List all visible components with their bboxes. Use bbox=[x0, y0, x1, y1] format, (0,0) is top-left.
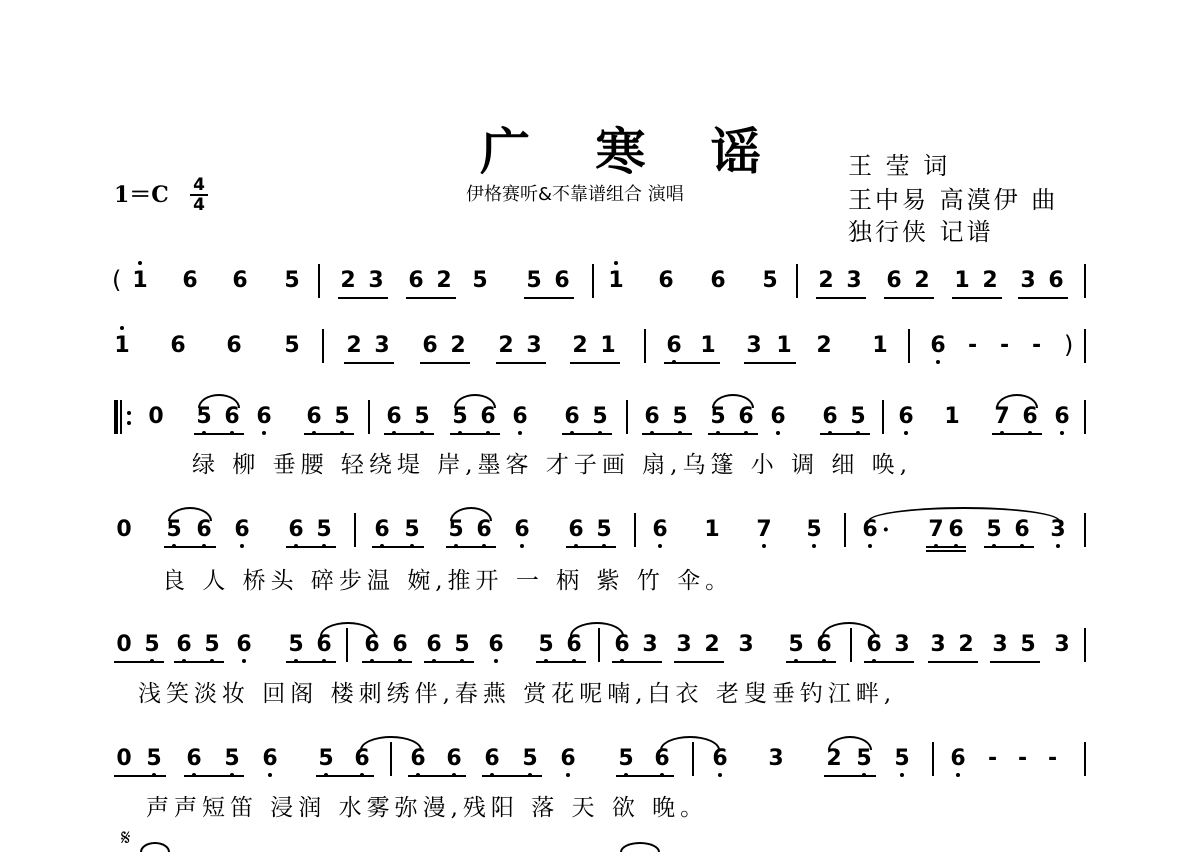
underline bbox=[952, 297, 1002, 299]
underline bbox=[928, 661, 978, 663]
note: 3 bbox=[1046, 517, 1070, 543]
slur bbox=[660, 736, 720, 750]
note: 6 bbox=[766, 404, 790, 430]
note: 6 bbox=[886, 268, 902, 293]
slur bbox=[570, 622, 624, 636]
note: 0 bbox=[116, 517, 132, 542]
note: 6 bbox=[708, 746, 732, 772]
note: 5 bbox=[982, 517, 1006, 543]
note: 2 bbox=[498, 333, 514, 358]
note: 5 bbox=[784, 632, 808, 658]
note: 2 bbox=[346, 333, 362, 358]
underline bbox=[674, 661, 724, 663]
note: 5 bbox=[314, 746, 338, 772]
note: 5 bbox=[526, 268, 542, 293]
note: 5 bbox=[312, 517, 336, 543]
note: 2 bbox=[816, 333, 832, 358]
slur bbox=[822, 622, 876, 636]
note: 5 bbox=[846, 404, 870, 430]
note: 0 bbox=[148, 404, 164, 429]
underline bbox=[566, 546, 616, 548]
extension-dash: - bbox=[1018, 746, 1028, 771]
note: 6 bbox=[858, 517, 882, 543]
note: 6 bbox=[350, 746, 374, 772]
extension-dash: - bbox=[1048, 746, 1058, 771]
augmentation-dot: · bbox=[882, 517, 890, 543]
note: 6 bbox=[388, 632, 412, 658]
note: 1 bbox=[128, 268, 152, 294]
barline bbox=[318, 264, 320, 298]
segno-sign: 𝄋 bbox=[121, 826, 131, 851]
slur-partial bbox=[620, 842, 660, 852]
barline bbox=[368, 400, 370, 434]
note: 6 bbox=[232, 268, 248, 293]
composer-credit: 王中易 高漠伊 曲 bbox=[848, 186, 1059, 214]
note: 6 bbox=[220, 404, 244, 430]
underline bbox=[642, 433, 692, 435]
underline bbox=[372, 546, 424, 548]
extension-dash: - bbox=[988, 746, 998, 771]
underline bbox=[990, 661, 1040, 663]
note: 5 bbox=[472, 268, 488, 293]
note: 5 bbox=[284, 333, 300, 358]
lyricist-credit: 王 莹 词 bbox=[848, 152, 951, 180]
barline bbox=[908, 329, 910, 363]
note: 6 bbox=[476, 404, 500, 430]
note: 3 bbox=[846, 268, 862, 293]
slur bbox=[868, 507, 1060, 521]
note: 5 bbox=[890, 746, 914, 772]
note: 2 bbox=[958, 632, 974, 657]
song-title: 广 寒 谣 bbox=[480, 122, 785, 181]
note: 6 bbox=[1010, 517, 1034, 543]
slur bbox=[360, 736, 422, 750]
note: 6 bbox=[946, 746, 970, 772]
note: 6 bbox=[382, 404, 406, 430]
underline bbox=[344, 362, 394, 364]
extension-dash: - bbox=[968, 333, 978, 358]
note: 5 bbox=[450, 632, 474, 658]
note: 1 bbox=[700, 333, 716, 358]
underline bbox=[992, 433, 1042, 435]
note: 6 bbox=[894, 404, 918, 430]
slur bbox=[198, 394, 240, 408]
key-signature: 1＝C bbox=[114, 182, 169, 208]
note: 6 bbox=[648, 517, 672, 543]
note: 5 bbox=[192, 404, 216, 430]
note: 1 bbox=[600, 333, 616, 358]
note: 5 bbox=[284, 268, 300, 293]
slur-partial bbox=[140, 842, 170, 852]
extension-dash: - bbox=[1032, 333, 1042, 358]
note: 5 bbox=[762, 268, 778, 293]
note: 6 bbox=[812, 632, 836, 658]
slur bbox=[450, 507, 492, 521]
note: 6 bbox=[232, 632, 256, 658]
slur bbox=[996, 394, 1038, 408]
note: 5 bbox=[518, 746, 542, 772]
note: 1 bbox=[776, 333, 792, 358]
barline bbox=[882, 400, 884, 434]
time-signature bbox=[190, 176, 208, 214]
note: 6 bbox=[1018, 404, 1042, 430]
note: 5 bbox=[588, 404, 612, 430]
lyric-line-2: 良 人 桥头 碎步温 婉,推开 一 柄 紫 竹 伞。 bbox=[162, 568, 734, 594]
barline bbox=[322, 329, 324, 363]
note: 3 bbox=[368, 268, 384, 293]
transcriber-credit: 独行侠 记谱 bbox=[848, 218, 994, 246]
underline bbox=[164, 546, 216, 548]
underline bbox=[884, 297, 934, 299]
time-signature-bottom: 4 bbox=[190, 194, 208, 214]
barline bbox=[592, 264, 594, 298]
note: 6 bbox=[818, 404, 842, 430]
note: 6 bbox=[406, 746, 430, 772]
note: 6 bbox=[370, 517, 394, 543]
note: 6 bbox=[710, 268, 726, 293]
underline bbox=[482, 775, 542, 777]
underline bbox=[926, 546, 966, 548]
extension-dash: - bbox=[1000, 333, 1010, 358]
barline bbox=[644, 329, 646, 363]
underline bbox=[708, 433, 758, 435]
note: 2 bbox=[436, 268, 452, 293]
underline bbox=[446, 546, 496, 548]
note: 2 bbox=[818, 268, 834, 293]
note: 2 bbox=[340, 268, 356, 293]
note: 6 bbox=[1048, 268, 1064, 293]
underline bbox=[384, 433, 434, 435]
underline bbox=[408, 775, 466, 777]
note: 1 bbox=[110, 333, 134, 359]
underline-double bbox=[926, 550, 966, 552]
repeat-start-sign bbox=[114, 400, 126, 434]
underline bbox=[424, 661, 474, 663]
note: 6 bbox=[230, 517, 254, 543]
underline bbox=[612, 661, 662, 663]
note: 5 bbox=[140, 632, 164, 658]
paren-close: ) bbox=[1064, 331, 1074, 359]
note: 7 bbox=[752, 517, 776, 543]
note: 6 bbox=[560, 404, 584, 430]
note: 6 bbox=[658, 268, 674, 293]
note: 6 bbox=[564, 517, 588, 543]
underline bbox=[184, 775, 244, 777]
underline bbox=[362, 661, 412, 663]
note: 3 bbox=[746, 333, 762, 358]
underline bbox=[420, 362, 470, 364]
note: 6 bbox=[192, 517, 216, 543]
note: 6 bbox=[1050, 404, 1074, 430]
underline bbox=[316, 775, 374, 777]
note: 6 bbox=[510, 517, 534, 543]
barline bbox=[1084, 628, 1086, 662]
note: 6 bbox=[734, 404, 758, 430]
slur bbox=[712, 394, 754, 408]
underline bbox=[194, 433, 244, 435]
note: 6 bbox=[862, 632, 886, 658]
note: 3 bbox=[930, 632, 946, 657]
note: 2 bbox=[982, 268, 998, 293]
underline bbox=[286, 546, 336, 548]
note: 6 bbox=[554, 268, 570, 293]
note: 5 bbox=[448, 404, 472, 430]
note: 6 bbox=[650, 746, 674, 772]
barline bbox=[796, 264, 798, 298]
note: 3 bbox=[642, 632, 658, 657]
note: 5 bbox=[200, 632, 224, 658]
note: 6 bbox=[944, 517, 968, 543]
note: 3 bbox=[992, 632, 1008, 657]
note: 5 bbox=[220, 746, 244, 772]
note: 6 bbox=[926, 333, 950, 359]
note: 3 bbox=[676, 632, 692, 657]
note: 3 bbox=[1054, 632, 1070, 657]
note: 5 bbox=[614, 746, 638, 772]
underline bbox=[864, 661, 914, 663]
barline bbox=[1084, 513, 1086, 547]
note: 5 bbox=[162, 517, 186, 543]
barline bbox=[1084, 329, 1086, 363]
note: 6 bbox=[226, 333, 242, 358]
underline bbox=[536, 661, 586, 663]
note: 1 bbox=[604, 268, 628, 294]
note: 1 bbox=[872, 333, 888, 358]
underline bbox=[570, 362, 620, 364]
note: 6 bbox=[312, 632, 336, 658]
note: 6 bbox=[422, 632, 446, 658]
lyric-line-1: 绿 柳 垂腰 轻绕堤 岸,墨客 才子画 扇,乌篷 小 调 细 唤, bbox=[192, 452, 913, 478]
underline bbox=[744, 362, 796, 364]
note: 6 bbox=[258, 746, 282, 772]
underline bbox=[114, 775, 166, 777]
note: 5 bbox=[444, 517, 468, 543]
lyric-line-4: 声声短笛 浸润 水雾弥漫,残阳 落 天 欲 晚。 bbox=[146, 795, 709, 821]
underline bbox=[496, 362, 546, 364]
note: 6 bbox=[302, 404, 326, 430]
underline bbox=[984, 546, 1034, 548]
underline bbox=[816, 297, 866, 299]
note: 6 bbox=[252, 404, 276, 430]
note: 5 bbox=[1020, 632, 1036, 657]
note: 2 bbox=[572, 333, 588, 358]
note: 3 bbox=[1020, 268, 1036, 293]
time-signature-top: 4 bbox=[193, 175, 205, 195]
barline bbox=[1084, 742, 1086, 776]
note: 5 bbox=[668, 404, 692, 430]
barline bbox=[634, 513, 636, 547]
note: 1 bbox=[954, 268, 970, 293]
underline bbox=[286, 661, 336, 663]
note: 6 bbox=[182, 746, 206, 772]
note: 5 bbox=[852, 746, 876, 772]
note: 5 bbox=[802, 517, 826, 543]
slur bbox=[828, 736, 872, 750]
note: 6 bbox=[284, 517, 308, 543]
note: 5 bbox=[410, 404, 434, 430]
note: 5 bbox=[142, 746, 166, 772]
underline bbox=[524, 297, 574, 299]
performer-credit: 伊格赛听&不靠谱组合 演唱 bbox=[466, 184, 684, 205]
note: 7 bbox=[924, 517, 948, 543]
underline bbox=[406, 297, 456, 299]
underline bbox=[562, 433, 612, 435]
underline bbox=[786, 661, 836, 663]
note: 2 bbox=[450, 333, 466, 358]
note: 6 bbox=[508, 404, 532, 430]
underline bbox=[304, 433, 354, 435]
note: 6 bbox=[408, 268, 424, 293]
note: 3 bbox=[768, 746, 784, 771]
note: 6 bbox=[422, 333, 438, 358]
note: 6 bbox=[472, 517, 496, 543]
underline bbox=[450, 433, 500, 435]
note: 5 bbox=[706, 404, 730, 430]
note: 0 bbox=[116, 746, 132, 771]
note: 5 bbox=[330, 404, 354, 430]
barline bbox=[932, 742, 934, 776]
note: 6 bbox=[562, 632, 586, 658]
barline bbox=[844, 513, 846, 547]
note: 6 bbox=[610, 632, 634, 658]
underline bbox=[664, 362, 720, 364]
note: 3 bbox=[526, 333, 542, 358]
underline bbox=[824, 775, 876, 777]
note: 2 bbox=[704, 632, 720, 657]
note: 6 bbox=[480, 746, 504, 772]
note: 7 bbox=[990, 404, 1014, 430]
note: 0 bbox=[116, 632, 132, 657]
note: 5 bbox=[592, 517, 616, 543]
slur bbox=[454, 394, 496, 408]
note: 3 bbox=[738, 632, 754, 657]
barline bbox=[626, 400, 628, 434]
note: 6 bbox=[360, 632, 384, 658]
slur bbox=[168, 507, 212, 521]
note: 1 bbox=[944, 404, 960, 429]
underline bbox=[616, 775, 674, 777]
note: 5 bbox=[400, 517, 424, 543]
note: 6 bbox=[484, 632, 508, 658]
underline bbox=[114, 661, 164, 663]
lyric-line-3: 浅笑淡妆 回阁 楼刺绣伴,春燕 赏花呢喃,白衣 老叟垂钓江畔, bbox=[138, 681, 897, 707]
barline bbox=[354, 513, 356, 547]
note: 6 bbox=[170, 333, 186, 358]
note: 6 bbox=[640, 404, 664, 430]
note: 5 bbox=[284, 632, 308, 658]
slur bbox=[320, 622, 376, 636]
underline bbox=[1018, 297, 1068, 299]
underline bbox=[820, 433, 870, 435]
barline bbox=[1084, 400, 1086, 434]
note: 1 bbox=[704, 517, 720, 542]
note: 6 bbox=[442, 746, 466, 772]
barline bbox=[1084, 264, 1086, 298]
note: 5 bbox=[534, 632, 558, 658]
note: 3 bbox=[894, 632, 910, 657]
note: 6 bbox=[662, 333, 686, 359]
note: 2 bbox=[826, 746, 842, 771]
note: 2 bbox=[914, 268, 930, 293]
note: 6 bbox=[172, 632, 196, 658]
underline bbox=[174, 661, 224, 663]
paren-open: ( bbox=[112, 266, 122, 294]
underline bbox=[338, 297, 388, 299]
note: 3 bbox=[374, 333, 390, 358]
note: 6 bbox=[182, 268, 198, 293]
note: 6 bbox=[556, 746, 580, 772]
